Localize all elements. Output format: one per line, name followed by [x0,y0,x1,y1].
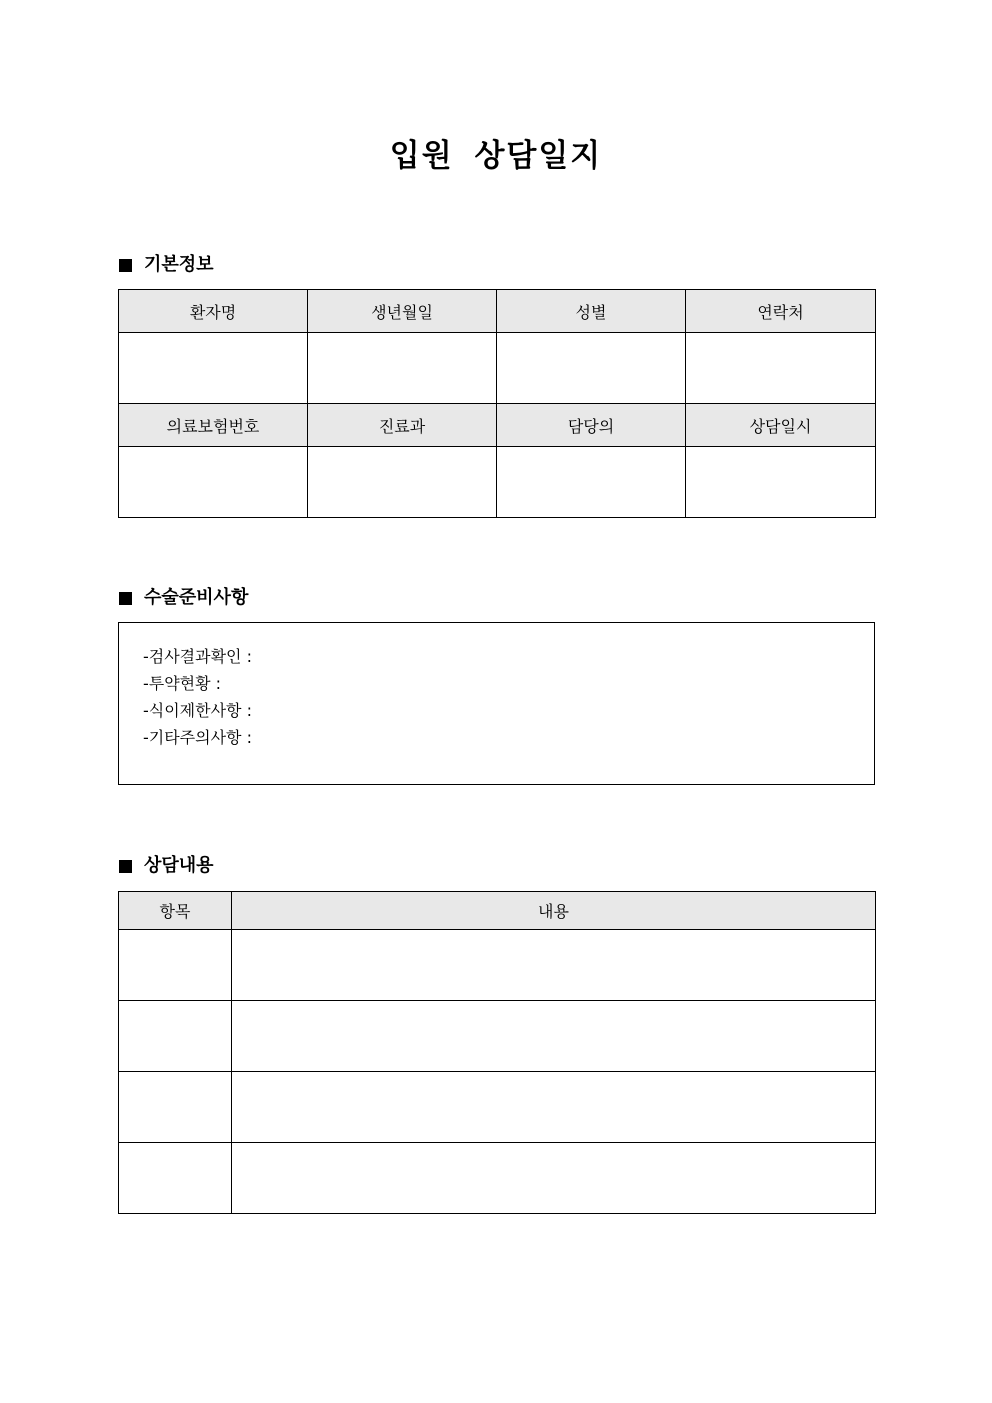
content-field[interactable] [232,1001,876,1072]
header-gender: 성별 [497,290,686,333]
square-bullet-icon [119,592,132,605]
square-bullet-icon [119,259,132,272]
content-field[interactable] [232,1143,876,1214]
section-heading-label: 기본정보 [144,254,214,275]
header-physician: 담당의 [497,404,686,447]
list-item-diet-restrictions: -식이제한사항 : [143,701,252,720]
gender-field[interactable] [497,333,686,404]
department-field[interactable] [308,447,497,518]
header-contact: 연락처 [686,290,876,333]
header-birth-date: 생년월일 [308,290,497,333]
surgery-prep-box[interactable] [118,622,875,785]
content-field[interactable] [232,930,876,1001]
header-item: 항목 [119,892,232,930]
header-patient-name: 환자명 [119,290,308,333]
section-heading-surgery-prep [119,586,248,610]
header-consult-datetime: 상담일시 [686,404,876,447]
header-department: 진료과 [308,404,497,447]
surgery-prep-list [119,623,874,751]
section-heading-label: 수술준비사항 [144,587,249,608]
item-field[interactable] [119,930,232,1001]
page-title: 입원 상담일지 [389,138,603,174]
content-field[interactable] [232,1072,876,1143]
table-row [119,1001,876,1072]
table-row [119,1072,876,1143]
section-heading-consultation [119,854,214,878]
header-content: 내용 [232,892,876,930]
table-row [119,447,876,518]
table-row [119,930,876,1001]
basic-info-table [118,289,876,518]
table-header-row [119,404,876,447]
consultation-table [118,891,876,1214]
square-bullet-icon [119,860,132,873]
list-item-other-precautions: -기타주의사항 : [143,728,252,747]
item-field[interactable] [119,1001,232,1072]
item-field[interactable] [119,1143,232,1214]
table-header-row [119,290,876,333]
contact-field[interactable] [686,333,876,404]
list-item-medication: -투약현황 : [143,674,222,693]
table-row [119,1143,876,1214]
list-item-test-results: -검사결과확인 : [143,647,252,666]
insurance-number-field[interactable] [119,447,308,518]
item-field[interactable] [119,1072,232,1143]
table-header-row [119,892,876,930]
header-insurance-number: 의료보험번호 [119,404,308,447]
table-row [119,333,876,404]
physician-field[interactable] [497,447,686,518]
section-heading-label: 상담내용 [144,855,214,876]
birth-date-field[interactable] [308,333,497,404]
consult-datetime-field[interactable] [686,447,876,518]
section-heading-basic-info [119,253,214,277]
patient-name-field[interactable] [119,333,308,404]
